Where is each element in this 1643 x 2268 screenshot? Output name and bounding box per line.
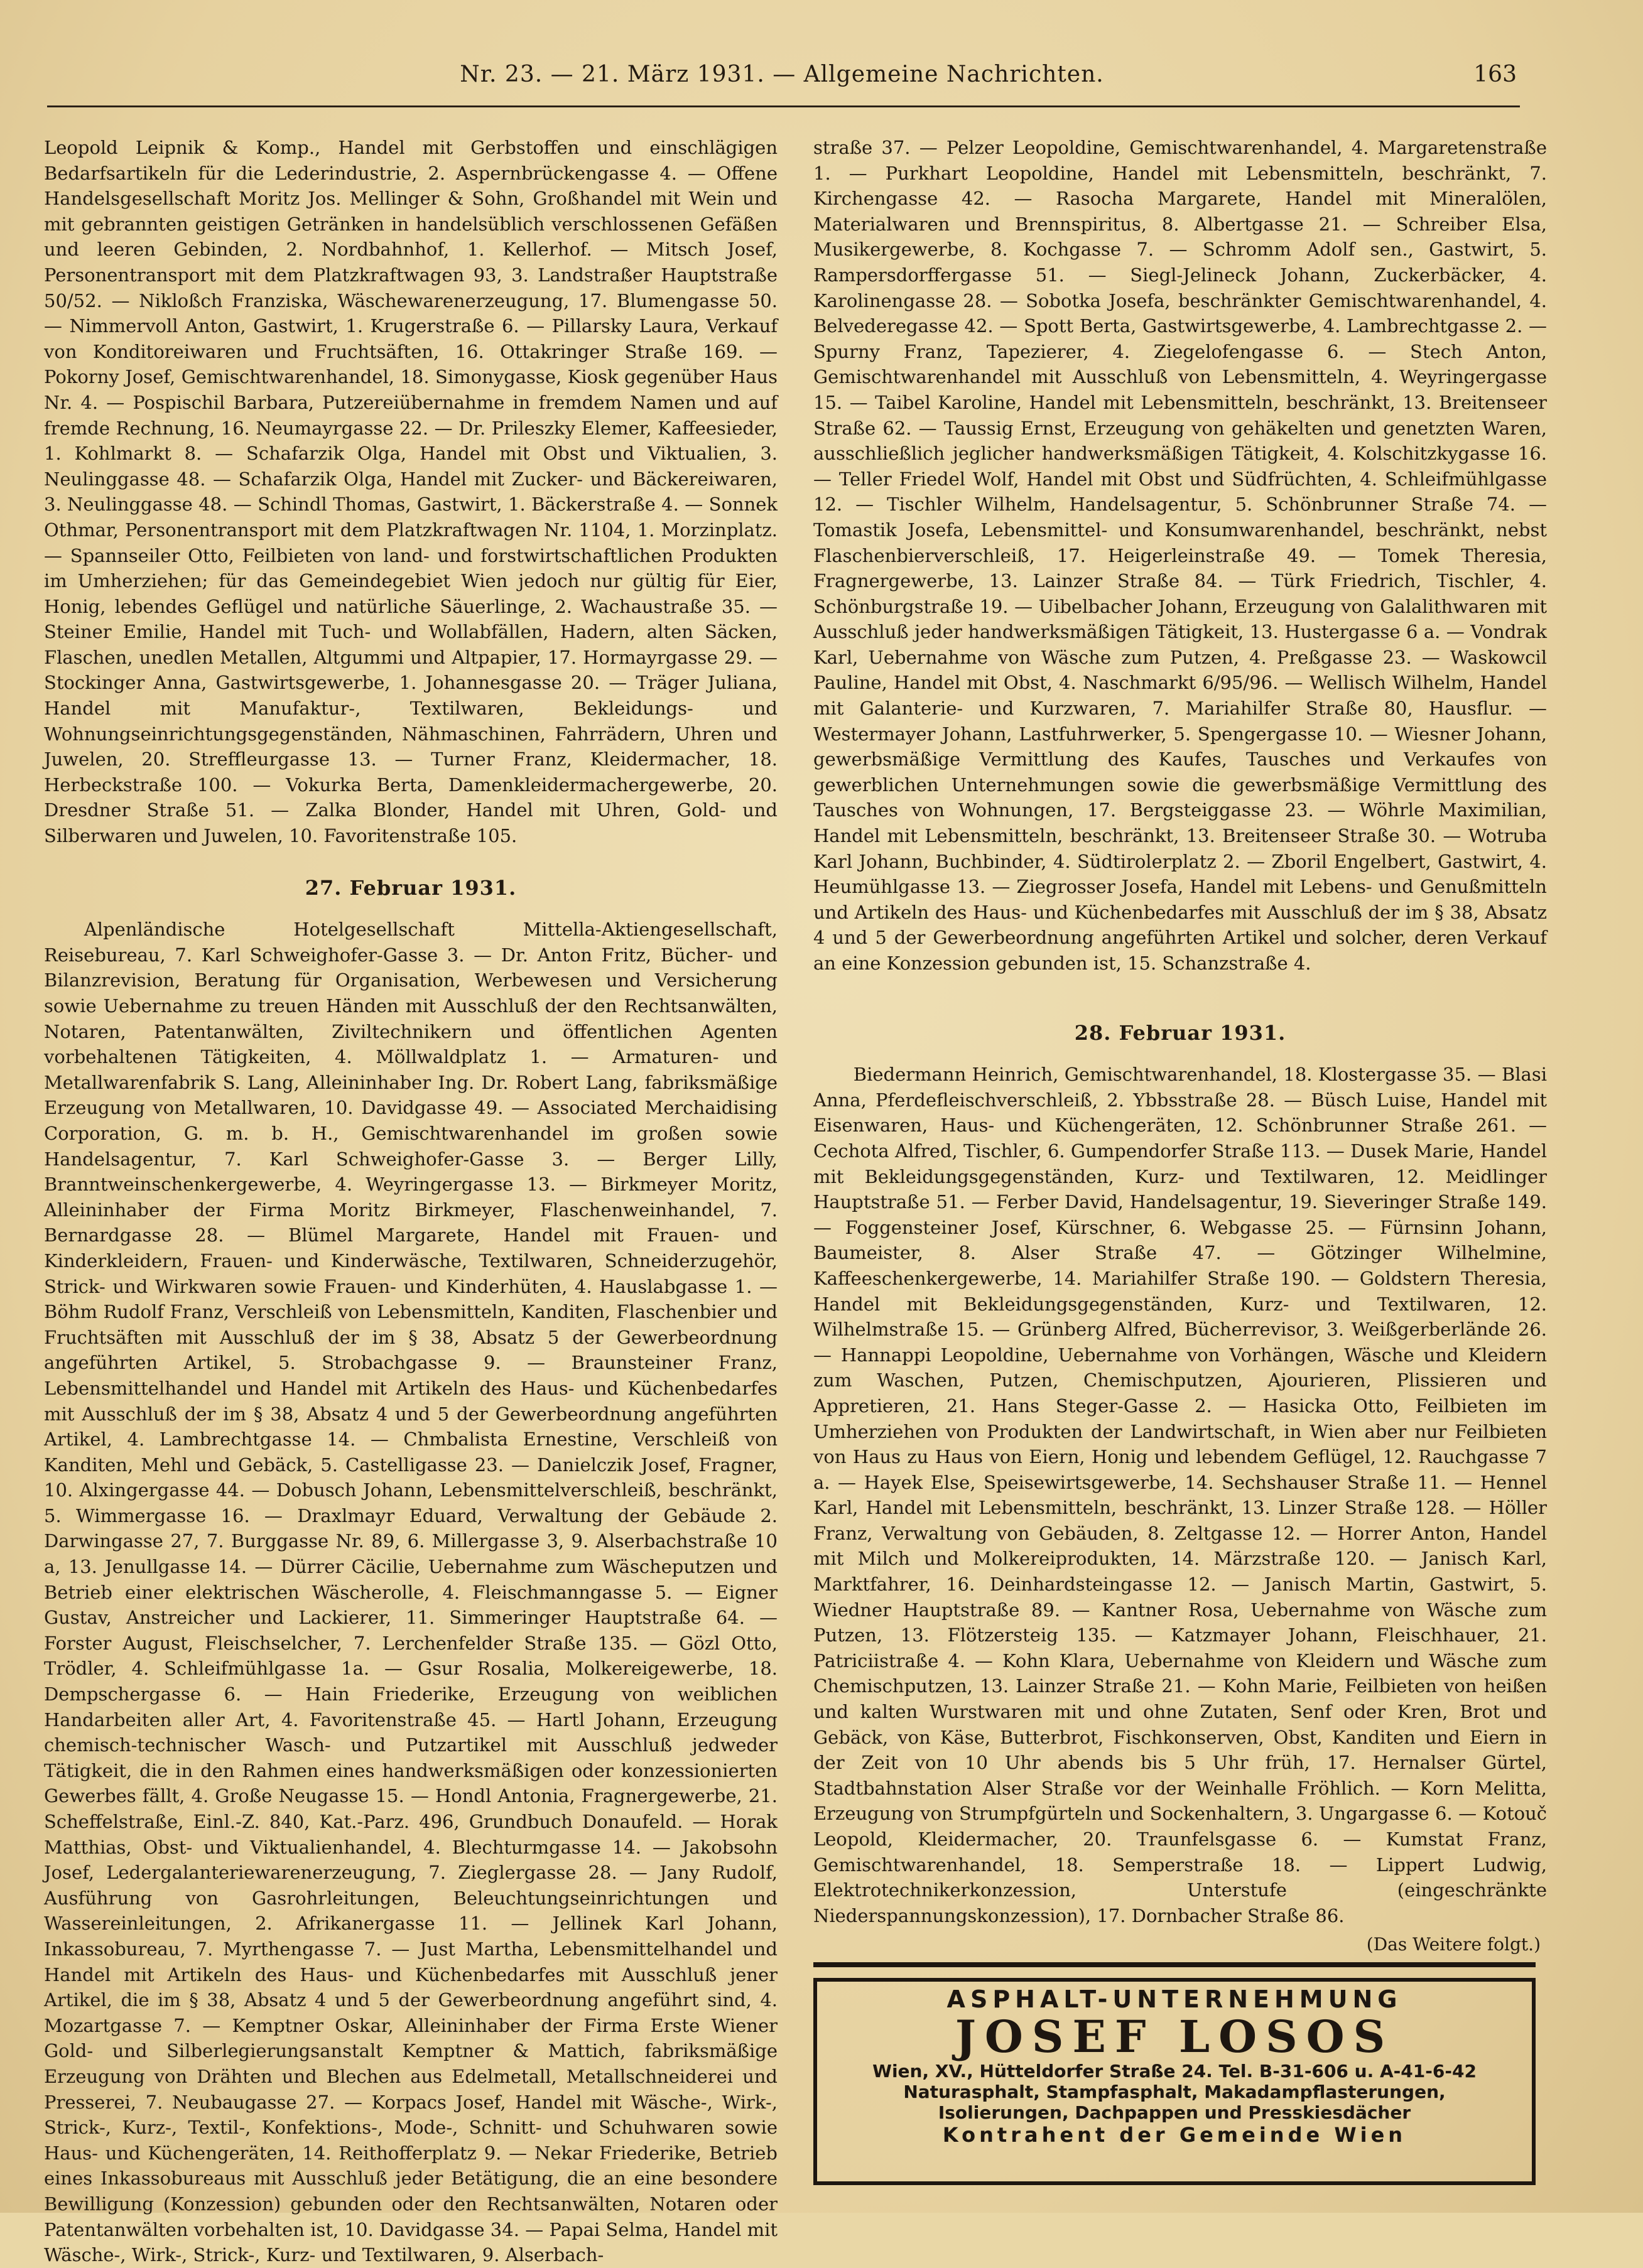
date-heading: 28. Februar 1931. bbox=[1074, 1020, 1286, 1045]
header-rule bbox=[47, 105, 1520, 107]
advertisement bbox=[813, 1978, 1536, 2185]
page-header bbox=[47, 62, 1517, 99]
ad-company-type: ASPHALT-UNTERNEHMUNG bbox=[946, 1985, 1402, 2013]
header-title: Nr. 23. — 21. März 1931. — Allgemeine Nachrichten. bbox=[460, 62, 1104, 87]
text-paragraph: Alpenländische Hotelgesellschaft Mittella-Aktiengesellschaft, Reisebureau, 7. Karl Schweighofer-Gasse 3. — Dr. Anton Fritz, Bücher- und Bilanzrevision, Beratung für Organisation, Werbewesen und Versicherung sowie Uebernahme zu treuen Händen mit Ausschluß der den Rechtsanwälten, Notaren, Patentanwälten, Ziviltechnikern und öffentlichen Agenten vorbehaltenen Tätigkeiten, 4. Möllwaldplatz 1. — Armaturen- und Metallwarenfabrik S. Lang, Alleininhaber Ing. Dr. Robert Lang, fabriksmäßige Erzeugung von Metallwaren, 10. Davidgasse 49. — Associated Merchaidising Corporation, G. m. b. H., Gemischtwarenhandel im großen sowie Handelsagentur, 7. Karl Schweighofer-Gasse 3. — Berger Lilly, Branntweinschenkergewerbe, 4. Weyringergasse 13. — Birkmeyer Moritz, Alleininhaber der Firma Moritz Birkmeyer, Flaschenweinhandel, 7. Bernardgasse 28. — Blümel Margarete, Handel mit Frauen- und Kinderkleidern, Frauen- und Kinderwäsche, Textilwaren, Schneiderzugehör, Strick- und Wirkwaren sowie Frauen- und Kinderhüten, 4. Hauslabgasse 1. — Böhm Rudolf Franz, Verschleiß von Lebensmitteln, Kanditen, Flaschenbier und Fruchtsäften mit Ausschluß der im § 38, Absatz 5 der Gewerbeordnung angeführten Artikel, 5. Strobachgasse 9. — Braunsteiner Franz, Lebensmittelhandel und Handel mit Artikeln des Haus- und Küchenbedarfes mit Ausschluß der im § 38, Absatz 4 und 5 der Gewerbeordnung angeführten Artikel, 4. Lambrechtgasse 14. — Chmbalista Ernestine, Verschleiß von Kanditen, Mehl und Gebäck, 5. Castelligasse 23. — Danielczik Josef, Fragner, 10. Alxingergasse 44. — Dobusch Johann, Lebensmittelverschleiß, beschränkt, 5. Wimmergasse 16. — Draxlmayr Eduard, Verwaltung der Gebäude 2. Darwingasse 27, 7. Burggasse Nr. 89, 6. Millergasse 3, 9. Alserbachstraße 10 a, 13. Jenullgasse 14. — Dürrer Cäcilie, Uebernahme zum Wäscheputzen und Betrieb einer elektrischen Wäscherolle, 4. Fleischmanngasse 5. — Eigner Gustav, Anstreicher und Lackierer, 11. Simmeringer Hauptstraße 64. — Forster August, Fleischselcher, 7. Lerchenfelder Straße 135. — Gözl Otto, Trödler, 4. Schleifmühlgasse 1a. — Gsur Rosalia, Molkereigewerbe, 18. Dempschergasse 6. — Hain Friederike, Erzeugung von weiblichen Handarbeiten aller Art, 4. Favoritenstraße 45. — Hartl Johann, Erzeugung chemisch-technischer Wasch- und Putzartikel mit Ausschluß jedweder Tätigkeit, die in den Rahmen eines handwerksmäßigen oder konzessionierten Gewerbes fällt, 4. Große Neugasse 15. — Hondl Antonia, Fragnergewerbe, 21. Scheffelstraße, Einl.-Z. 840, Kat.-Parz. 496, Grundbuch Donaufeld. — Horak Matthias, Obst- und Viktualienhandel, 4. Blechturmgasse 14. — Jakobsohn Josef, Ledergalanteriewarenerzeugung, 7. Zieglergasse 28. — Jany Rudolf, Ausführung von Gasrohrleitungen, Beleuchtungseinrichtungen und Wassereinleitungen, 2. Afrikanergasse 11. — Jellinek Karl Johann, Inkassobureau, 7. Myrthengasse 7. — Just Martha, Lebensmittelhandel und Handel mit Artikeln des Haus- und Küchenbedarfes mit Ausschluß jener Artikel, die im § 38, Absatz 4 und 5 der Gewerbeordnung angeführt sind, 4. Mozartgasse 7. — Kemptner Oskar, Alleininhaber der Firma Erste Wiener Gold- und Silberlegierungsanstalt Kemptner & Mattich, fabriksmäßige Erzeugung von Drähten und Blechen aus Edelmetall, Metallschneiderei und Presserei, 7. Neubaugasse 27. — Korpacs Josef, Handel mit Wäsche-, Wirk-, Strick-, Kurz-, Textil-, Konfektions-, Mode-, Schnitt- und Schuhwaren sowie Haus- und Küchengeräten, 14. Reithofferplatz 9. — Nekar Friederike, Betrieb eines Inkassobureaus mit Ausschluß jeder Betätigung, die an eine besondere Bewilligung (Konzession) gebunden oder den Rechtsanwälten, Notaren oder Patentanwälten vorbehalten ist, 10. Davidgasse 34. — Papai Selma, Handel mit Wäsche-, Wirk-, Strick-, Kurz- und Textilwaren, 9. Alserbach- bbox=[44, 919, 778, 2266]
ad-company-name: JOSEF LOSOS bbox=[955, 2011, 1394, 2063]
page-number: 163 bbox=[1473, 62, 1517, 87]
text-paragraph: Leopold Leipnik & Komp., Handel mit Gerbstoffen und einschlägigen Bedarfsartikeln für die Lederindustrie, 2. Aspernbrückengasse 4. — Offene Handelsgesellschaft Moritz Jos. Mellinger & Sohn, Großhandel mit Wein und mit gebrannten geistigen Getränken in handelsüblich verschlossenen Gefäßen und leeren Gebinden, 2. Nordbahnhof, 1. Kellerhof. — Mitsch Josef, Personentransport mit dem Platzkraftwagen 93, 3. Landstraßer Hauptstraße 50/52. — Nikloßch Franziska, Wäschewarenerzeugung, 17. Blumengasse 50. — Nimmervoll Anton, Gastwirt, 1. Krugerstraße 6. — Pillarsky Laura, Verkauf von Konditoreiwaren und Fruchtsäften, 16. Ottakringer Straße 169. — Pokorny Josef, Gemischtwarenhandel, 18. Simonygasse, Kiosk gegenüber Haus Nr. 4. — Pospischil Barbara, Putzereiübernahme in fremdem Namen und auf fremde Rechnung, 16. Neumayrgasse 22. — Dr. Prileszky Elemer, Kaffeesieder, 1. Kohlmarkt 8. — Schafarzik Olga, Handel mit Obst und Viktualien, 3. Neulinggasse 48. — Schafarzik Olga, Handel mit Zucker- und Bäckereiwaren, 3. Neulinggasse 48. — Schindl Thomas, Gastwirt, 1. Bäckerstraße 4. — Sonnek Othmar, Personentransport mit dem Platzkraftwagen Nr. 1104, 1. Morzinplatz. — Spannseiler Otto, Feilbieten von land- und forstwirtschaftlichen Produkten im Umherziehen; für das Gemeindegebiet Wien jedoch nur gültig für Eier, Honig, lebendes Geflügel und natürliche Säuerlinge, 2. Wachaustraße 35. — Steiner Emilie, Handel mit Tuch- und Wollabfällen, Hadern, alten Säcken, Flaschen, unedlen Metallen, Altgummi und Altpapier, 17. Hormayrgasse 29. — Stockinger Anna, Gastwirtsgewerbe, 1. Johannesgasse 20. — Träger Juliana, Handel mit Manufaktur-, Textilwaren, Bekleidungs- und Wohnungseinrichtungsgegenständen, Nähmaschinen, Fahrrädern, Uhren und Juwelen, 20. Streffleurgasse 13. — Turner Franz, Kleidermacher, 18. Herbeckstraße 100. — Vokurka Berta, Damenkleidermachergewerbe, 20. Dresdner Straße 51. — Zalka Blonder, Handel mit Uhren, Gold- und Silberwaren und Juwelen, 10. Favoritenstraße 105. bbox=[44, 137, 778, 847]
ad-contractor-note: Kontrahent der Gemeinde Wien bbox=[942, 2123, 1407, 2147]
continued-note: (Das Weitere folgt.) bbox=[1366, 1934, 1541, 1955]
advertisement-rule bbox=[813, 1962, 1536, 1967]
ad-address: Wien, XV., Hütteldorfer Straße 24. Tel. B-31-606 u. A-41-6-42 bbox=[872, 2061, 1477, 2082]
right-column bbox=[813, 135, 1547, 2195]
text-paragraph: Biedermann Heinrich, Gemischtwarenhandel, 18. Klostergasse 35. — Blasi Anna, Pferdefleischverschleiß, 2. Ybbsstraße 28. — Büsch Luise, Handel mit Eisenwaren, Haus- und Küchengeräten, 12. Schönbrunner Straße 261. — Cechota Alfred, Tischler, 6. Gumpendorfer Straße 113. — Dusek Marie, Handel mit Bekleidungsgegenständen, Kurz- und Textilwaren, 12. Meidlinger Hauptstraße 51. — Ferber David, Handelsagentur, 19. Sieveringer Straße 149. — Foggensteiner Josef, Kürschner, 6. Webgasse 25. — Fürnsinn Johann, Baumeister, 8. Alser Straße 47. — Götzinger Wilhelmine, Kaffeeschenkergewerbe, 14. Mariahilfer Straße 190. — Goldstern Theresia, Handel mit Bekleidungsgegenständen, Kurz- und Textilwaren, 12. Wilhelmstraße 15. — Grünberg Alfred, Bücherrevisor, 3. Weißgerberlände 26. — Hannappi Leopoldine, Uebernahme von Vorhängen, Wäsche und Kleidern zum Waschen, Putzen, Chemischputzen, Ajourieren, Plissieren und Appretieren, 21. Hans Steger-Gasse 2. — Hasicka Otto, Feilbieten im Umherziehen von Produkten der Landwirtschaft, in Wien aber nur Feilbieten von Haus zu Haus von Eiern, Honig und lebendem Geflügel, 12. Rauchgasse 7 a. — Hayek Else, Speisewirtsgewerbe, 14. Sechshauser Straße 11. — Hennel Karl, Handel mit Lebensmitteln, beschränkt, 13. Linzer Straße 128. — Höller Franz, Verwaltung von Gebäuden, 8. Zeltgasse 12. — Horrer Anton, Handel mit Milch und Molkereiprodukten, 14. Märzstraße 120. — Janisch Karl, Marktfahrer, 16. Deinhardsteingasse 12. — Janisch Martin, Gastwirt, 5. Wiedner Hauptstraße 89. — Kantner Rosa, Uebernahme von Wäsche zum Putzen, 13. Flötzersteig 135. — Katzmayer Johann, Fleischhauer, 21. Patriciistraße 4. — Kohn Klara, Uebernahme von Kleidern und Wäsche zum Chemischputzen, 13. Lainzer Straße 21. — Kohn Marie, Feilbieten von heißen und kalten Wurstwaren mit und ohne Zutaten, Senf oder Kren, Brot und Gebäck, von Käse, Butterbrot, Fischkonserven, Obst, Kanditen und Eiern in der Zeit von 10 Uhr abends bis 5 Uhr früh, 17. Hernalser Gürtel, Stadtbahnstation Alser Straße vor der Weinhalle Fröhlich. — Korn Melitta, Erzeugung von Strumpfgürteln und Sockenhaltern, 3. Ungargasse 6. — Kotouč Leopold, Kleidermacher, 20. Traunfelsgasse 6. — Kumstat Franz, Gemischtwarenhandel, 18. Semperstraße 18. — Lippert Ludwig, Elektrotechnikerkonzession, Unterstufe (eingeschränkte Niederspannungskonzession), 17. Dornbacher Straße 86. bbox=[813, 1064, 1547, 1926]
left-column bbox=[44, 135, 778, 2266]
date-heading: 27. Februar 1931. bbox=[305, 875, 517, 900]
text-paragraph: straße 37. — Pelzer Leopoldine, Gemischtwarenhandel, 4. Margaretenstraße 1. — Purkhart Leopoldine, Handel mit Lebensmitteln, beschränkt, 7. Kirchengasse 42. — Rasocha Margarete, Handel mit Mineralölen, Materialwaren und Brennspiritus, 8. Albertgasse 21. — Schreiber Elsa, Musikergewerbe, 8. Kochgasse 7. — Schromm Adolf sen., Gastwirt, 5. Rampersdorffergasse 51. — Siegl-Jelineck Johann, Zuckerbäcker, 4. Karolinengasse 28. — Sobotka Josefa, beschränkter Gemischtwarenhandel, 4. Belvederegasse 42. — Spott Berta, Gastwirtsgewerbe, 4. Lambrechtgasse 2. — Spurny Franz, Tapezierer, 4. Ziegelofengasse 6. — Stech Anton, Gemischtwarenhandel mit Ausschluß von Lebensmitteln, 4. Weyringergasse 15. — Taibel Karoline, Handel mit Lebensmitteln, beschränkt, 13. Breitenseer Straße 62. — Taussig Ernst, Erzeugung von gehäkelten und genetzten Waren, ausschließlich jeglicher handwerksmäßigen Tätigkeit, 4. Kolschitzkygasse 16. — Teller Friedel Wolf, Handel mit Obst und Südfrüchten, 4. Schleifmühlgasse 12. — Tischler Wilhelm, Handelsagentur, 5. Schönbrunner Straße 74. — Tomastik Josefa, Lebensmittel- und Konsumwarenhandel, beschränkt, nebst Flaschenbierverschleiß, 17. Heigerleinstraße 49. — Tomek Theresia, Fragnergewerbe, 13. Lainzer Straße 84. — Türk Friedrich, Tischler, 4. Schönburgstraße 19. — Uibelbacher Johann, Erzeugung von Galalithwaren mit Ausschluß jeder handwerksmäßigen Tätigkeit, 13. Hustergasse 6 a. — Vondrak Karl, Uebernahme von Wäsche zum Putzen, 4. Preßgasse 23. — Waskowcil Pauline, Handel mit Obst, 4. Naschmarkt 6/95/96. — Wellisch Wilhelm, Handel mit Galanterie- und Kurzwaren, 7. Mariahilfer Straße 80, Hausflur. — Westermayer Johann, Lastfuhrwerker, 5. Spengergasse 10. — Wiesner Johann, gewerbsmäßige Vermittlung des Kaufes, Tausches und Verkaufes von gewerblichen Unternehmungen sowie die gewerbsmäßige Vermittlung des Tausches von Wohnungen, 17. Bergsteiggasse 23. — Wöhrle Maximilian, Handel mit Lebensmitteln, beschränkt, 13. Breitenseer Straße 30. — Wotruba Karl Johann, Buchbinder, 4. Südtirolerplatz 2. — Zboril Engelbert, Gastwirt, 4. Heumühlgasse 13. — Ziegrosser Josefa, Handel mit Lebens- und Genußmitteln und Artikeln des Haus- und Küchenbedarfes mit Ausschluß der im § 38, Absatz 4 und 5 der Gewerbeordnung angeführten Artikel und solcher, deren Verkauf an eine Konzession gebunden ist, 15. Schanzstraße 4. bbox=[813, 137, 1547, 974]
ad-services-line-2: Isolierungen, Dachpappen und Presskiesdächer bbox=[938, 2102, 1411, 2123]
ad-services-line-1: Naturasphalt, Stampfasphalt, Makadampflasterungen, bbox=[903, 2082, 1446, 2102]
